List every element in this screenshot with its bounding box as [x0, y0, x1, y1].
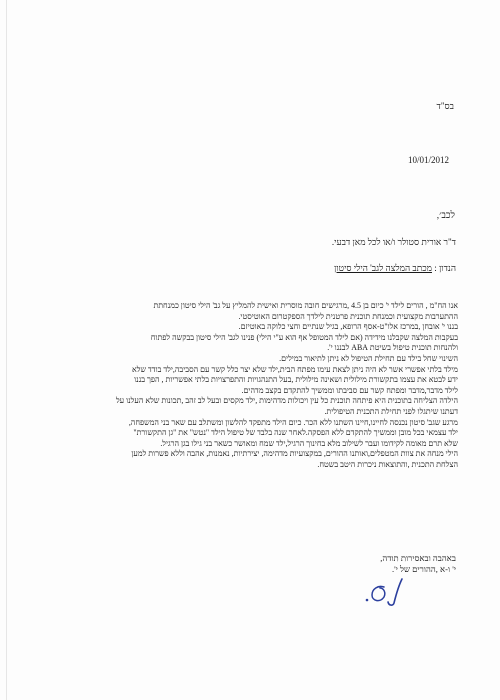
body-line: ילד עצמאי בכל מובן וממשיך להתקדם ללא הפסקה.לאחר שנה בלבד של טיפול הילד "נטש" את "גן התקשורת" — [133, 428, 458, 438]
body-line: ההתערבות מקצועית וכמנחת תוכנית פרטנית לילדך הספקטרום האוטיסטי. — [238, 311, 458, 321]
body-line: השינוי שחל בילד עם תחילת הטיפול לא ניתן לתיאור במילים. — [279, 353, 458, 363]
body-line: בעקבות המלצה שקבלנו מידידה (אם לילד המטופל אף הוא ע"י הילי) פנינו לגב' הילי סיטון בבקשה לפתוח — [150, 332, 458, 342]
recipient-line: ד"ר אורית סטולר ו/או לכל מאן דבעי. — [331, 237, 456, 247]
body-line: דעתנו שיתגלו לפני תחילת התכנית הטיפולית. — [324, 406, 458, 416]
subject-line — [334, 263, 456, 273]
body-line: הילדה הצליחה בתוכנית היא פיתחה תוכנית כל עין ויכולות מדהימות ,ילד מקסים ובעל לב זהב ,תכונות שלא העלנו על — [115, 396, 458, 406]
body-line: הצלחת התכנית ,והתוצאות ניכרות היטב בשטח. — [317, 459, 458, 469]
signature-stroke — [388, 579, 402, 605]
body-line: מרגע שגב' סיטון נכנסה לחיינו,חיינו השתנו ללא הכר. כיום הילד מתפקד להלשון ומשתלב עם שאר בני המשפחה, — [128, 417, 458, 427]
to-label: לכב׳, — [436, 211, 455, 221]
besd-header: בס"ד — [436, 101, 454, 111]
subject-prefix: הנדון : — [434, 263, 456, 273]
letter-date: 10/01/2012 — [407, 155, 449, 165]
subject-text: מכתב המלצה לגב' הילי סיטון — [334, 263, 432, 273]
body-line: ידע לבטא את עצמו בתקשורת מילולית ושאינה מילולית ,בעל התנהגויות והתפרצויות בלתי אפשריות , הפך בננו — [134, 375, 458, 385]
signature-mark — [358, 573, 418, 609]
body-line: לילד מדבר,מדבר ומפתח קשר עם סביבתו וממשיך להתקדם בקצב מדהים. — [241, 385, 458, 395]
body-line: ולהנחות תוכנית טיפול בשיטת ABA לבננו י'. — [327, 343, 458, 353]
signature-dot — [366, 599, 369, 602]
closing-thanks: באהבה ובאסירות תודה, — [380, 553, 456, 563]
body-line: מילד בלתי אפשרי אשר לא היה ניתן לצאת עימו מפתח הבית,ילד שלא יצר כלל קשר עם הסביבה,ילד בודד שלא — [132, 364, 458, 374]
closing-parents: י' ו-א ,ההורים של י'. — [391, 564, 456, 574]
body-line: אנו הח"מ , הורים לילד י' כיום בן 4.5 ,מרגישים חובה מוסרית ואישית להמליץ על גב' הילי סיטון כמנחתת — [153, 301, 458, 310]
signature-stroke — [372, 586, 385, 600]
body-line: בננו י' אובחן ,במרכז אלו"ט-אסף הרופא, בגיל שנתיים וחצי כלוקה באוטיזם. — [238, 322, 458, 332]
closing-block — [380, 553, 456, 575]
letter-body — [43, 301, 458, 471]
body-line: הילי מנחה את צוות המטפלים,ואותנו ההורים, במקצועיות מדהימה, יצירתיות, נאמנות, אהבה וללא פשרות למען — [131, 449, 458, 459]
body-line: שלא תרם מאומה לקידומו ועבר לשילוב מלא בחינוך הרגיל,ילד שמח ומאושר כשאר בני גילו בגן הרגיל. — [160, 438, 458, 448]
scan-edge — [6, 0, 7, 700]
